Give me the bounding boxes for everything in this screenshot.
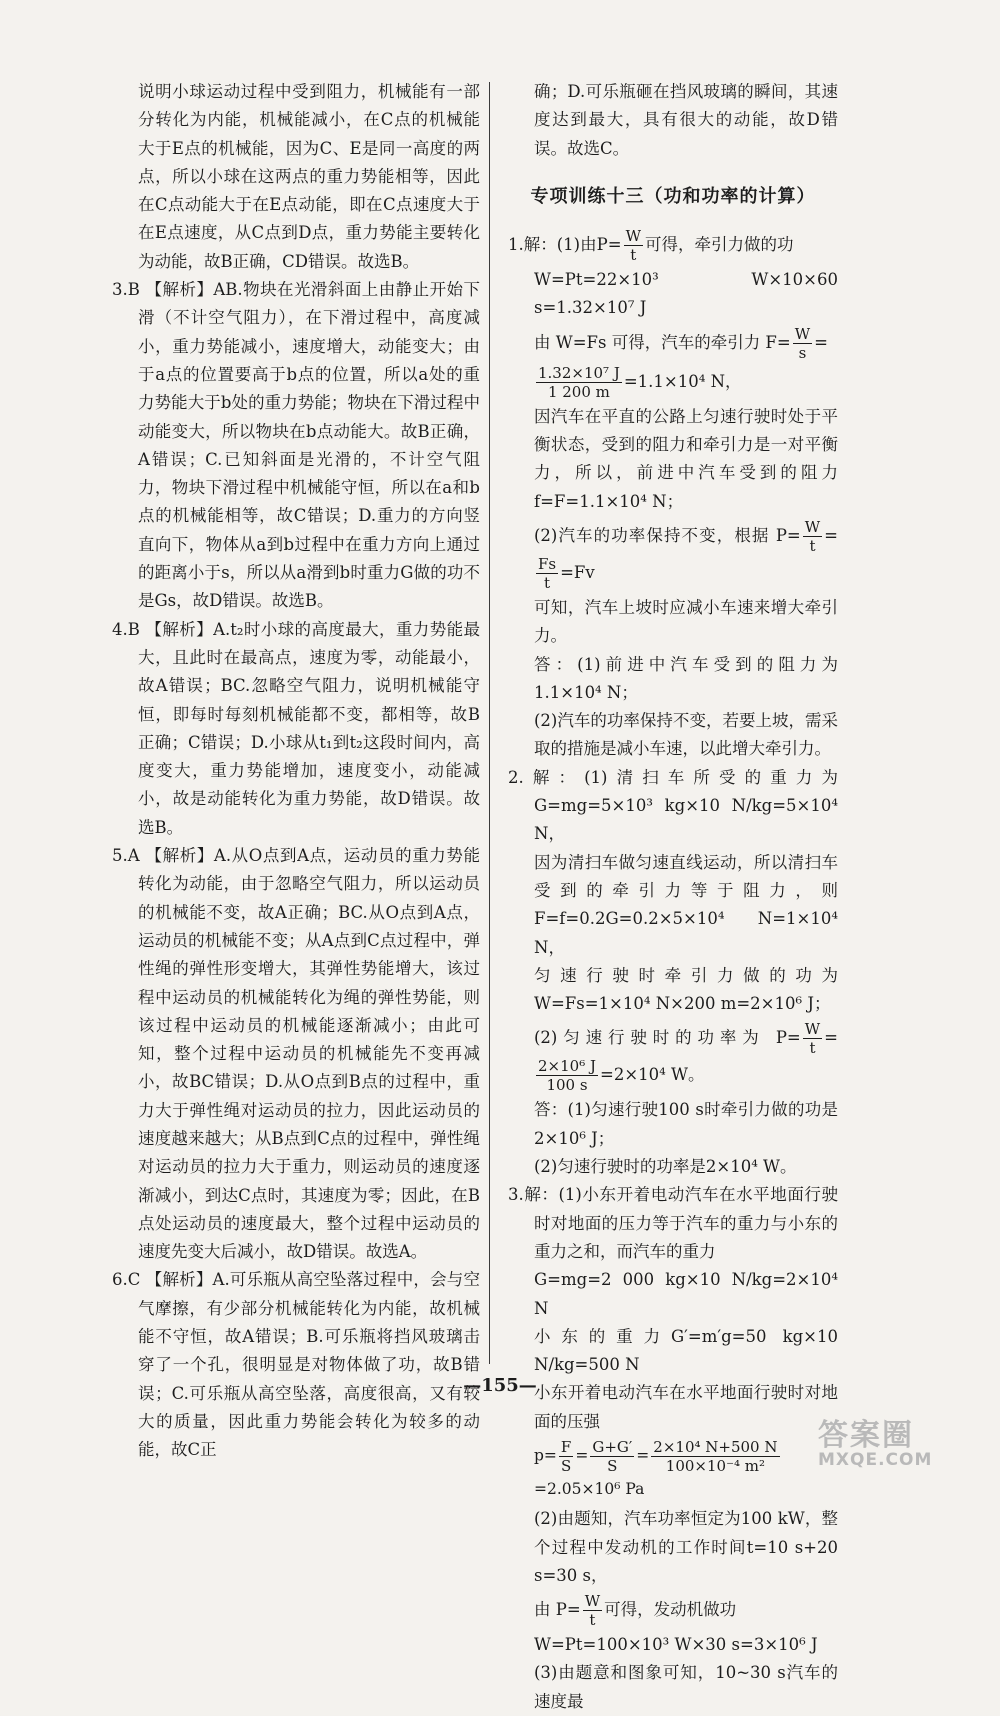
- solution-1: [508, 227, 838, 764]
- answer-3: 3.B 【解析】AB.物块在光滑斜面上由静止开始下滑（不计空气阻力），在下滑过程中，高度减小，重力势能减小，速度增大，动能变大；由于a点的位置要高于b点的位置，所以a处的重力势能大于b处的重力势能；物块在下滑过程中动能变大，所以物块在b点动能大。故B正确，A错误；C.已知斜面是光滑的，不计空气阻力，物块下滑过程中机械能守恒，所以在a和b点的机械能相等，故C错误；D.重力的方向竖直向下，物体从a到b过程中在重力方向上通过的距离小于s，所以从a滑到b时重力G做的功不是Gs，故D错误。故选B。: [112, 280, 480, 611]
- fraction: $\frac{W}{t}$: [804, 517, 821, 555]
- fraction: $\frac{W}{t}$: [584, 1592, 601, 1630]
- solution-2-line-2: 因为清扫车做匀速直线运动，所以清扫车受到的牵引力等于阻力，则F=f=0.2G=0.2×5×10⁴ N=1×10⁴ N，: [534, 852, 838, 957]
- solution-1-line-3: 由 W=Fs 可得，汽车的牵引力 F= $\frac{W}{s}$ =: [534, 324, 828, 362]
- solution-2-line-3: 匀速行驶时牵引力做的功为W=Fs=1×10⁴ N×200 m=2×10⁶ J；: [534, 965, 838, 1014]
- solution-1-line-1: 1.解：(1)由P= $\frac{W}{t}$ 可得，牵引力做的功: [508, 227, 794, 265]
- solution-2-answer-2: (2)匀速行驶时的功率是2×10⁴ W。: [534, 1157, 797, 1177]
- fraction: $\frac{Fs}{t}$: [538, 554, 557, 592]
- page-number: —155—: [463, 1375, 537, 1396]
- solution-1-line-2: W=Pt=22×10³ W×10×60 s=1.32×10⁷ J: [534, 270, 838, 318]
- answer-2-continued: 说明小球运动过程中受到阻力，机械能有一部分转化为内能，机械能减小，在C点的机械能大于E点的机械能，因为C、E是同一高度的两点，所以小球在这两点的重力势能相等，因此在C点动能大于在E点动能，即在C点速度大于在E点速度，从C点到D点，重力势能主要转化为动能，故B正确，CD错误。故选B。: [138, 82, 480, 271]
- fraction: $\frac{\text{1.32×10⁷ J}}{1 200 m}$: [538, 363, 620, 401]
- answer-6: 6.C 【解析】A.可乐瓶从高空坠落过程中，会与空气摩擦，有少部分机械能转化为内能，故机械能不守恒，故A错误；B.可乐瓶将挡风玻璃击穿了一个孔，很明显是对物体做了功，故B错误；C.可乐瓶从高空坠落，高度很高，又有较大的质量，因此重力势能会转化为较多的动能，故C正: [112, 1270, 480, 1460]
- solution-2: [508, 764, 838, 1182]
- fraction: $\frac{\text{2×10⁴ N+500 N}}{\text{100×10⁻⁴ m²}}$: [653, 1437, 778, 1475]
- fraction: $\frac{W}{t}$: [625, 227, 641, 265]
- answer-4: 4.B 【解析】A.t₂时小球的高度最大，重力势能最大，且此时在最高点，速度为零，动能最小，故A错误；BC.忽略空气阻力，说明机械能守恒，即每时每刻机械能都不变，都相等，故B正确；C错误；D.小球从t₁到t₂这段时间内，高度变大，重力势能增加，速度变小，动能减小，故是动能转化为重力势能，故D错误。故选B。: [112, 619, 480, 837]
- watermark-logo: 答案圈: [818, 1418, 914, 1453]
- answer-5: 5.A 【解析】A.从O点到A点，运动员的重力势能转化为动能，由于忽略空气阻力，所以运动员的机械能不变，故A正确；BC.从O点到A点，运动员的机械能不变；从A点到C点过程中，弹性绳的弹性形变增大，其弹性势能增大，该过程中运动员的机械能转化为绳的弹性势能，则该过程中运动员的机械能逐渐减小；由此可知，整个过程中运动员的机械能先不变再减小，故BC错误；D.从O点到B点的过程中，重力大于弹性绳对运动员的拉力，因此运动员的速度越来越大；从B点到C点的过程中，弹性绳对运动员的拉力大于重力，则运动员的速度逐渐减小，到达C点时，其速度为零；因此，在B点处运动员的速度最大，整个过程中运动员的速度先变大后减小，故D错误。故选A。: [112, 846, 480, 1262]
- fraction: $\frac{W}{s}$: [794, 324, 811, 362]
- solution-3-line-1: 3.解：(1)小东开着电动汽车在水平地面行驶时对地面的压力等于汽车的重力与小东的重力之和，而汽车的重力: [508, 1185, 838, 1261]
- solution-3-line-2: G=mg=2 000 kg×10 N/kg=2×10⁴ N: [534, 1270, 838, 1318]
- solution-2-answer-1: 答：(1)匀速行驶100 s时牵引力做的功是2×10⁶ J；: [534, 1100, 838, 1148]
- solution-1-line-6: (2)汽车的功率保持不变，根据 P= $\frac{W}{t}$ = $\frac{Fs}{t}$ =Fv: [534, 517, 838, 592]
- solution-2-line-1: 2.解：(1)清扫车所受的重力为G=mg=5×10³ kg×10 N/kg=5×10⁴ N，: [508, 767, 838, 844]
- solution-3-line-8: W=Pt=100×10³ W×30 s=3×10⁶ J: [534, 1635, 818, 1655]
- solution-1-answer-2: (2)汽车的功率保持不变，若要上坡，需采取的措施是减小车速，以此增大牵引力。: [534, 711, 838, 759]
- section-title: 专项训练十三（功和功率的计算）: [530, 185, 816, 207]
- solution-2-line-4: (2)匀速行驶时的功率为 P= $\frac{W}{t}$ = $\frac{\text{2×10⁶ J}}{100 s}$ =2×10⁴ W。: [534, 1020, 838, 1095]
- fraction: $\frac{F}{S}$: [560, 1437, 572, 1475]
- fraction: $\frac{G+G'}{S}$: [592, 1437, 633, 1475]
- answer-6-continued: 确；D.可乐瓶砸在挡风玻璃的瞬间，其速度达到最大，具有很大的动能，故D错误。故选C。: [534, 82, 838, 158]
- fraction: $\frac{W}{t}$: [804, 1020, 821, 1058]
- column-divider: [489, 82, 490, 1364]
- solution-3-line-4: 小东开着电动汽车在水平地面行驶时对地面的压强: [534, 1383, 838, 1431]
- right-column: [508, 78, 838, 1716]
- solution-3-pressure-equation: p= $\frac{F}{S}$ = $\frac{G+G'}{S}$ = $\frac{\text{2×10⁴ N+500 N}}{\text{100×10⁻⁴ m²}}$ =2.05×10⁶ Pa: [534, 1437, 778, 1498]
- solution-3-line-9: (3)由题意和图象可知，10~30 s汽车的速度最: [534, 1663, 838, 1711]
- solution-3-line-6: (2)由题知，汽车功率恒定为100 kW，整个过程中发动机的工作时间t=10 s+20 s=30 s，: [534, 1509, 838, 1585]
- solution-3-line-3: 小东的重力G′=m′g=50 kg×10 N/kg=500 N: [534, 1326, 838, 1375]
- solution-1-line-4: $\frac{\text{1.32×10⁷ J}}{1 200 m}$ =1.1×10⁴ N，: [538, 363, 742, 401]
- solution-1-answer-1: 答：(1)前进中汽车受到的阻力为1.1×10⁴ N；: [534, 654, 838, 702]
- solution-3: [508, 1181, 838, 1716]
- watermark-url: MXQE.COM: [818, 1450, 933, 1470]
- solution-1-line-7: 可知，汽车上坡时应减小车速来增大牵引力。: [534, 597, 838, 646]
- fraction: $\frac{\text{2×10⁶ J}}{100 s}$: [538, 1057, 596, 1095]
- solution-1-line-5: 因汽车在平直的公路上匀速行驶时处于平衡状态，受到的阻力和牵引力是一对平衡力，所以，前进中汽车受到的阻力f=F=1.1×10⁴ N；: [534, 406, 838, 511]
- solution-3-line-7: 由 P= $\frac{W}{t}$ 可得，发动机做功: [534, 1592, 737, 1630]
- watermark: [818, 1410, 988, 1470]
- left-column: [112, 78, 480, 1465]
